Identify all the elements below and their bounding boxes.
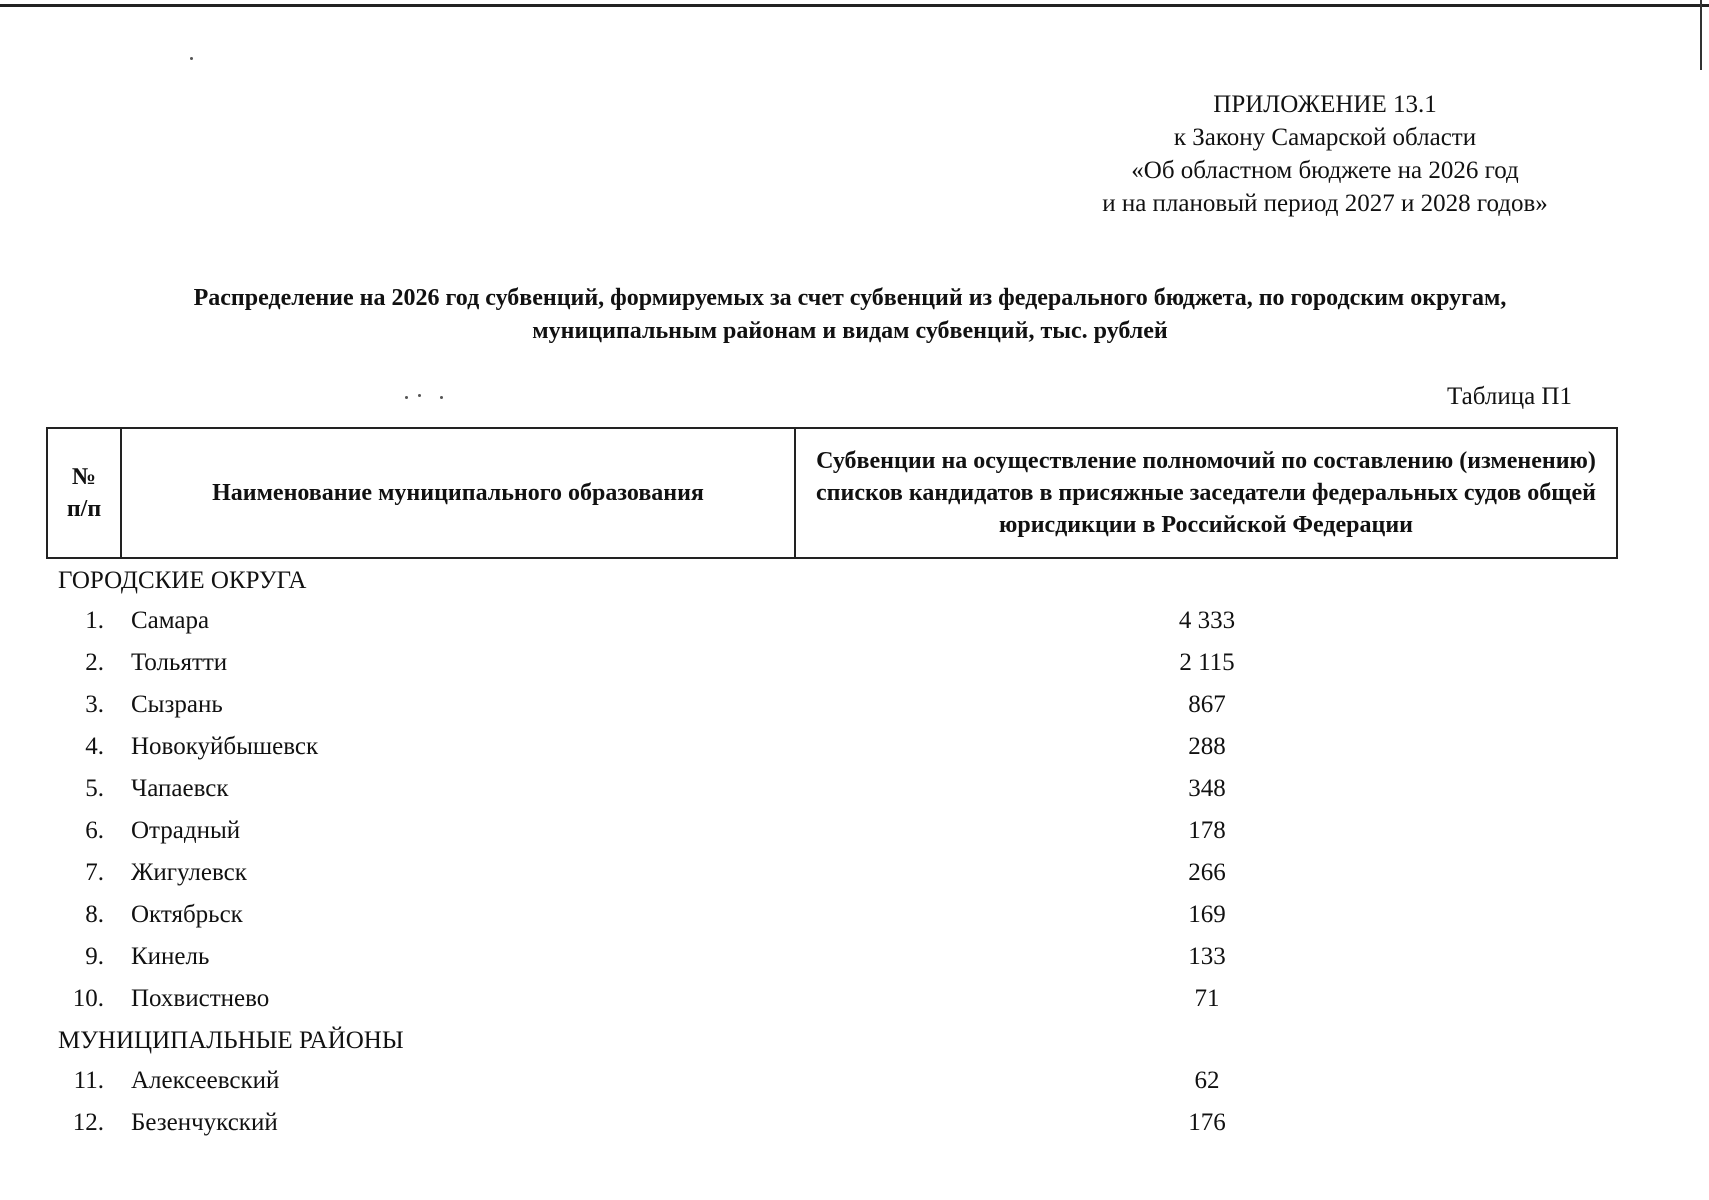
scan-edge-top: [0, 4, 1709, 7]
row-name: Алексеевский: [131, 1067, 280, 1094]
appendix-law-period: и на плановый период 2027 и 2028 годов»: [1102, 190, 1548, 217]
row-number: 9.: [85, 943, 104, 970]
table-row: [0, 936, 1709, 978]
row-name: Самара: [131, 607, 210, 634]
scan-speck: [405, 396, 408, 399]
row-number: 4.: [85, 733, 104, 760]
row-name: Отрадный: [131, 817, 241, 844]
row-number: 6.: [85, 817, 104, 844]
row-value: 266: [1188, 859, 1226, 886]
scan-speck: [190, 57, 193, 60]
table-row: [0, 810, 1709, 852]
row-name: Октябрьск: [131, 901, 243, 928]
table-row: [0, 642, 1709, 684]
appendix-law-ref: к Закону Самарской области: [1173, 124, 1477, 151]
table-label: Таблица П1: [1447, 383, 1572, 410]
row-name: Новокуйбышевск: [131, 733, 319, 760]
row-value: 71: [1194, 985, 1220, 1012]
document-title: [40, 282, 1660, 348]
row-name: Жигулевск: [131, 859, 247, 886]
scan-edge-right: [1700, 0, 1702, 70]
row-value: 133: [1188, 943, 1226, 970]
header-number: [48, 429, 122, 557]
row-value: 62: [1194, 1067, 1220, 1094]
document-title-line: Распределение на 2026 год субвенций, формируемых за счет субвенций из федерального бюджета, по городским округам,: [193, 285, 1507, 311]
row-value: 178: [1188, 817, 1226, 844]
document-title-line: муниципальным районам и видам субвенций, тыс. рублей: [532, 318, 1168, 344]
row-name: Похвистнево: [131, 985, 270, 1012]
scan-speck: [418, 394, 421, 397]
row-number: 2.: [85, 649, 104, 676]
scan-speck: [440, 396, 443, 399]
table-row: [0, 1060, 1709, 1102]
row-name: Тольятти: [131, 649, 228, 676]
header-number-symbol: №: [71, 464, 97, 490]
row-name: Сызрань: [131, 691, 223, 718]
table-row: [0, 978, 1709, 1020]
table-row: [0, 894, 1709, 936]
row-value: 2 115: [1179, 649, 1235, 676]
row-name: Чапаевск: [131, 775, 229, 802]
table-body: [0, 562, 1709, 1144]
header-subvention-amount: Субвенции на осуществление полномочий по составлению (изменению) списков кандидатов в присяжные заседатели федеральных судов общей юрисдикции в Российской Федерации: [816, 448, 1596, 538]
row-value: 288: [1188, 733, 1226, 760]
table-row: [0, 852, 1709, 894]
row-value: 169: [1188, 901, 1226, 928]
appendix-law-title: «Об областном бюджете на 2026 год: [1131, 157, 1519, 184]
row-number: 3.: [85, 691, 104, 718]
row-number: 10.: [72, 985, 104, 1012]
row-number: 1.: [85, 607, 104, 634]
row-value: 4 333: [1178, 607, 1236, 634]
row-number: 12.: [72, 1109, 104, 1136]
row-name: Безенчукский: [131, 1109, 278, 1136]
section-heading-municipal: МУНИЦИПАЛЬНЫЕ РАЙОНЫ: [58, 1027, 404, 1054]
table-row: [0, 726, 1709, 768]
row-number: 7.: [85, 859, 104, 886]
table-row: [0, 768, 1709, 810]
row-number: 8.: [85, 901, 104, 928]
row-value: 176: [1188, 1109, 1226, 1136]
header-municipality-name: Наименование муниципального образования: [122, 429, 796, 557]
table-row: [0, 684, 1709, 726]
row-number: 11.: [73, 1067, 104, 1094]
header-number-abbr: п/п: [66, 496, 102, 522]
row-value: 867: [1188, 691, 1226, 718]
appendix-number: ПРИЛОЖЕНИЕ 13.1: [1213, 91, 1437, 118]
row-value: 348: [1188, 775, 1226, 802]
table-row: [0, 600, 1709, 642]
row-number: 5.: [85, 775, 104, 802]
appendix-header: [1000, 88, 1650, 220]
table-row: [0, 1102, 1709, 1144]
table-header: [46, 427, 1618, 559]
section-heading-urban: ГОРОДСКИЕ ОКРУГА: [58, 567, 307, 594]
row-name: Кинель: [131, 943, 210, 970]
